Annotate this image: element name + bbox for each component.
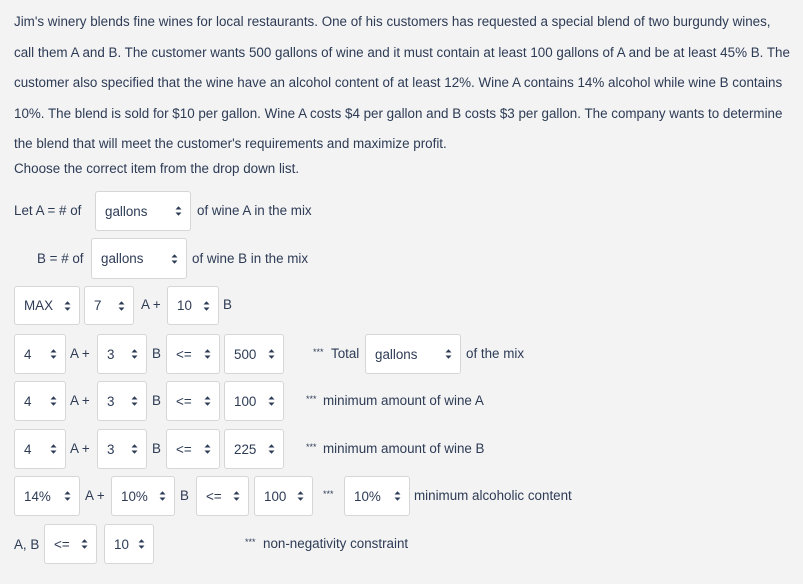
define-b-suffix: of wine B in the mix — [192, 251, 309, 266]
c4-percent-value: 10% — [354, 488, 381, 504]
nonneg-operator-value: <= — [54, 536, 70, 552]
c2-operator-value: <= — [176, 393, 192, 409]
c2-note: minimum amount of wine A — [323, 393, 484, 408]
c2-rhs-value: 100 — [234, 393, 257, 409]
up-down-chevron-icon — [268, 444, 275, 455]
up-down-chevron-icon — [50, 444, 57, 455]
c1-a-plus: A + — [70, 346, 90, 361]
up-down-chevron-icon — [50, 396, 57, 407]
c1-b-var: B — [152, 346, 161, 361]
up-down-chevron-icon — [233, 491, 240, 502]
c2-coef-a-select[interactable] — [14, 381, 66, 421]
objective-coef-b-value: 10 — [177, 298, 192, 313]
c4-coef-b-value: 10% — [121, 488, 148, 504]
up-down-chevron-icon — [171, 253, 178, 264]
objective-b-var: B — [223, 297, 232, 312]
c1-operator-select[interactable] — [166, 334, 220, 374]
c1-rhs-value: 500 — [234, 346, 257, 362]
up-down-chevron-icon — [204, 444, 211, 455]
nonneg-stars: *** — [245, 537, 256, 547]
c4-note: minimum alcoholic content — [414, 488, 572, 503]
c4-operator-value: <= — [206, 488, 222, 504]
c2-coef-b-value: 3 — [107, 393, 115, 409]
up-down-chevron-icon — [131, 444, 138, 455]
c2-coef-b-select[interactable] — [97, 381, 147, 421]
up-down-chevron-icon — [394, 491, 401, 502]
up-down-chevron-icon — [268, 396, 275, 407]
c3-coef-a-value: 4 — [24, 441, 32, 457]
c3-stars: *** — [306, 442, 317, 452]
c3-coef-b-select[interactable] — [97, 429, 147, 469]
define-a-prefix: Let A = # of — [14, 203, 82, 218]
up-down-chevron-icon — [131, 396, 138, 407]
c3-rhs-value: 225 — [234, 441, 257, 457]
c3-coef-b-value: 3 — [107, 441, 115, 457]
c1-unit-select[interactable] — [365, 334, 461, 374]
c3-operator-value: <= — [176, 441, 192, 457]
up-down-chevron-icon — [50, 349, 57, 360]
c3-coef-a-select[interactable] — [14, 429, 66, 469]
define-b-unit-select[interactable] — [91, 238, 187, 279]
c4-operator-select[interactable] — [196, 476, 249, 516]
c2-b-var: B — [152, 393, 161, 408]
c3-b-var: B — [152, 441, 161, 456]
define-a-suffix: of wine A in the mix — [197, 203, 312, 218]
up-down-chevron-icon — [203, 300, 210, 311]
c1-coef-b-select[interactable] — [97, 334, 147, 374]
problem-text: Jim's winery blends fine wines for local restaurants. One of his customers has requested a special blend of two burgundy wines, call them A and B. The customer wants 500 gallons of wine and it must contain at least 100 gallons of A and be at least 45% B. The customer also specified that the wine have an alcohol content of at least 12%. Wine A contains 14% alcohol while wine B contains 10%. The blend is sold for $10 per gallon. Wine A costs $4 per gallon and B costs $3 per gallon. The company wants to determine the blend that will meet the customer's requirements and maximize profit. — [14, 14, 790, 151]
c3-a-plus: A + — [70, 441, 90, 456]
up-down-chevron-icon — [138, 539, 145, 550]
nonneg-operator-select[interactable] — [44, 524, 97, 564]
c1-rhs-select[interactable] — [224, 334, 284, 374]
c3-rhs-select[interactable] — [224, 429, 284, 469]
up-down-chevron-icon — [268, 349, 275, 360]
objective-coef-a-value: 7 — [94, 298, 102, 313]
up-down-chevron-icon — [64, 300, 71, 311]
objective-coef-b-select[interactable] — [167, 286, 219, 325]
c1-note: Total — [331, 346, 360, 361]
up-down-chevron-icon — [118, 300, 125, 311]
define-a-unit-select[interactable] — [95, 191, 191, 231]
c1-operator-value: <= — [176, 346, 192, 362]
c3-note: minimum amount of wine B — [323, 441, 485, 456]
c2-stars: *** — [306, 394, 317, 404]
c2-a-plus: A + — [70, 393, 90, 408]
up-down-chevron-icon — [81, 539, 88, 550]
c2-rhs-select[interactable] — [224, 381, 284, 421]
c2-coef-a-value: 4 — [24, 393, 32, 409]
c1-coef-b-value: 3 — [107, 346, 115, 362]
nonneg-note: non-negativity constraint — [263, 536, 409, 551]
define-b-unit-value: gallons — [101, 251, 144, 266]
c4-a-plus: A + — [85, 488, 105, 503]
c1-coef-a-value: 4 — [24, 346, 32, 362]
c1-tail: of the mix — [466, 346, 525, 361]
c4-coef-a-value: 14% — [24, 488, 51, 504]
up-down-chevron-icon — [175, 206, 182, 217]
objective-sense-value: MAX — [24, 298, 54, 313]
c1-coef-a-select[interactable] — [14, 334, 66, 374]
c1-unit-value: gallons — [375, 346, 418, 362]
c1-stars: *** — [313, 347, 324, 357]
up-down-chevron-icon — [445, 349, 452, 360]
c4-percent-select[interactable] — [344, 476, 410, 516]
up-down-chevron-icon — [159, 491, 166, 502]
c4-rhs-value: 100 — [264, 488, 287, 504]
c4-coef-b-select[interactable] — [111, 476, 175, 516]
c4-b-var: B — [180, 488, 189, 503]
c4-coef-a-select[interactable] — [14, 476, 80, 516]
nonneg-rhs-select[interactable] — [104, 524, 154, 564]
define-a-unit-value: gallons — [105, 203, 148, 219]
up-down-chevron-icon — [131, 349, 138, 360]
up-down-chevron-icon — [204, 396, 211, 407]
c4-stars: *** — [323, 489, 334, 499]
objective-coef-a-select[interactable] — [84, 286, 134, 325]
objective-sense-select[interactable] — [14, 286, 80, 325]
c4-rhs-select[interactable] — [254, 476, 313, 516]
up-down-chevron-icon — [64, 491, 71, 502]
instruction-text: Choose the correct item from the drop down list. — [14, 161, 300, 176]
nonneg-rhs-value: 10 — [114, 536, 129, 552]
c3-operator-select[interactable] — [166, 429, 220, 469]
define-b-prefix: B = # of — [37, 251, 84, 266]
nonneg-vars: A, B — [14, 537, 40, 552]
up-down-chevron-icon — [204, 349, 211, 360]
objective-a-plus: A + — [141, 297, 161, 312]
up-down-chevron-icon — [297, 491, 304, 502]
c2-operator-select[interactable] — [166, 381, 220, 421]
